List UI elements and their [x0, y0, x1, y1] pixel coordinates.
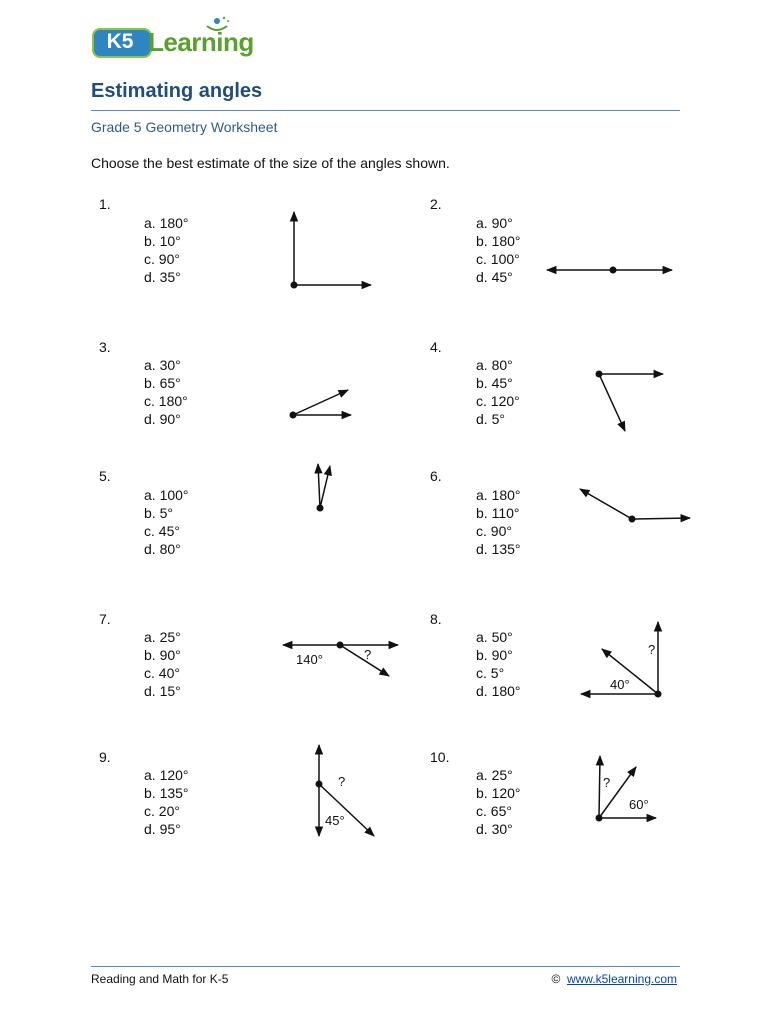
- answer-option[interactable]: a. 90°: [476, 215, 513, 231]
- answer-option[interactable]: d. 30°: [476, 821, 513, 837]
- q9-label-unknown: ?: [338, 774, 346, 789]
- answer-option[interactable]: c. 5°: [476, 665, 505, 681]
- footer-copyright: [551, 972, 677, 986]
- answer-option[interactable]: d. 95°: [144, 821, 181, 837]
- answer-option[interactable]: b. 135°: [144, 785, 189, 801]
- answer-options: [476, 486, 521, 558]
- answer-option[interactable]: b. 45°: [476, 375, 513, 391]
- title-divider: [91, 110, 680, 111]
- logo-person-icon: [202, 16, 232, 38]
- answer-options: [476, 214, 521, 286]
- k5learning-link[interactable]: www.k5learning.com: [566, 972, 677, 986]
- q8-label-unknown: ?: [648, 642, 656, 657]
- copyright-symbol: ©: [551, 972, 561, 986]
- question-number: 1.: [99, 196, 111, 212]
- answer-options: [476, 766, 521, 838]
- answer-option[interactable]: a. 25°: [476, 767, 513, 783]
- figure-q1-angle: [291, 212, 372, 289]
- answer-options: [476, 356, 520, 428]
- figure-q6-angle: [580, 489, 690, 523]
- footer-divider: [91, 966, 680, 967]
- question-number: 9.: [99, 749, 111, 765]
- answer-option[interactable]: c. 120°: [476, 393, 520, 409]
- question-number: 10.: [430, 749, 450, 765]
- footer-tagline: Reading and Math for K-5: [91, 972, 229, 986]
- figure-q5-angle: [317, 464, 331, 512]
- answer-option[interactable]: b. 5°: [144, 505, 173, 521]
- q8-label-40: 40°: [610, 677, 630, 692]
- figure-q8-angle: [581, 622, 662, 698]
- question-number: 5.: [99, 468, 111, 484]
- page-title: Estimating angles: [91, 80, 263, 102]
- answer-option[interactable]: d. 5°: [476, 411, 505, 427]
- answer-option[interactable]: a. 180°: [144, 215, 189, 231]
- answer-option[interactable]: b. 110°: [476, 505, 520, 521]
- logo-k5-text: K5: [106, 30, 134, 53]
- answer-option[interactable]: c. 45°: [144, 523, 180, 539]
- figure-q3-angle: [290, 390, 352, 419]
- answer-options: [144, 766, 189, 838]
- question-number: 4.: [430, 339, 442, 355]
- answer-option[interactable]: b. 10°: [144, 233, 181, 249]
- answer-options: [144, 628, 181, 700]
- q7-label-unknown: ?: [364, 647, 372, 662]
- figure-q7-angle: [283, 642, 398, 677]
- answer-option[interactable]: d. 80°: [144, 541, 181, 557]
- question-number: 6.: [430, 468, 442, 484]
- answer-option[interactable]: b. 65°: [144, 375, 181, 391]
- question-number: 2.: [430, 196, 442, 212]
- instructions: Choose the best estimate of the size of the angles shown.: [91, 155, 450, 171]
- answer-option[interactable]: a. 25°: [144, 629, 181, 645]
- answer-option[interactable]: d. 135°: [476, 541, 521, 557]
- answer-options: [476, 628, 521, 700]
- figure-q10-angle: [596, 756, 657, 822]
- q10-label-60: 60°: [629, 797, 649, 812]
- logo-word-text: Learning: [148, 27, 254, 57]
- answer-option[interactable]: a. 120°: [144, 767, 189, 783]
- figure-q2-angle: [547, 267, 672, 274]
- figure-q4-angle: [596, 371, 664, 432]
- q10-label-unknown: ?: [603, 775, 611, 790]
- answer-option[interactable]: c. 90°: [476, 523, 512, 539]
- answer-option[interactable]: c. 180°: [144, 393, 188, 409]
- q9-label-45: 45°: [325, 813, 345, 828]
- answer-option[interactable]: d. 90°: [144, 411, 181, 427]
- question-number: 7.: [99, 611, 111, 627]
- answer-option[interactable]: b. 90°: [144, 647, 181, 663]
- answer-option[interactable]: a. 180°: [476, 487, 521, 503]
- answer-option[interactable]: d. 45°: [476, 269, 513, 285]
- answer-option[interactable]: b. 120°: [476, 785, 521, 801]
- answer-options: [144, 214, 189, 286]
- answer-option[interactable]: d. 35°: [144, 269, 181, 285]
- answer-options: [144, 356, 188, 428]
- q7-label-140: 140°: [296, 652, 323, 667]
- answer-option[interactable]: b. 180°: [476, 233, 521, 249]
- answer-option[interactable]: c. 20°: [144, 803, 180, 819]
- answer-options: [144, 486, 189, 558]
- question-number: 8.: [430, 611, 442, 627]
- answer-option[interactable]: a. 30°: [144, 357, 181, 373]
- answer-option[interactable]: c. 65°: [476, 803, 512, 819]
- answer-option[interactable]: c. 40°: [144, 665, 180, 681]
- answer-option[interactable]: a. 80°: [476, 357, 513, 373]
- answer-option[interactable]: d. 15°: [144, 683, 181, 699]
- answer-option[interactable]: c. 100°: [476, 251, 520, 267]
- answer-option[interactable]: d. 180°: [476, 683, 521, 699]
- question-number: 3.: [99, 339, 111, 355]
- figure-q9-angle: [316, 745, 375, 836]
- k5-learning-logo: [92, 22, 262, 62]
- answer-option[interactable]: a. 50°: [476, 629, 513, 645]
- worksheet-subtitle: Grade 5 Geometry Worksheet: [91, 119, 278, 135]
- answer-option[interactable]: a. 100°: [144, 487, 189, 503]
- answer-option[interactable]: b. 90°: [476, 647, 513, 663]
- answer-option[interactable]: c. 90°: [144, 251, 180, 267]
